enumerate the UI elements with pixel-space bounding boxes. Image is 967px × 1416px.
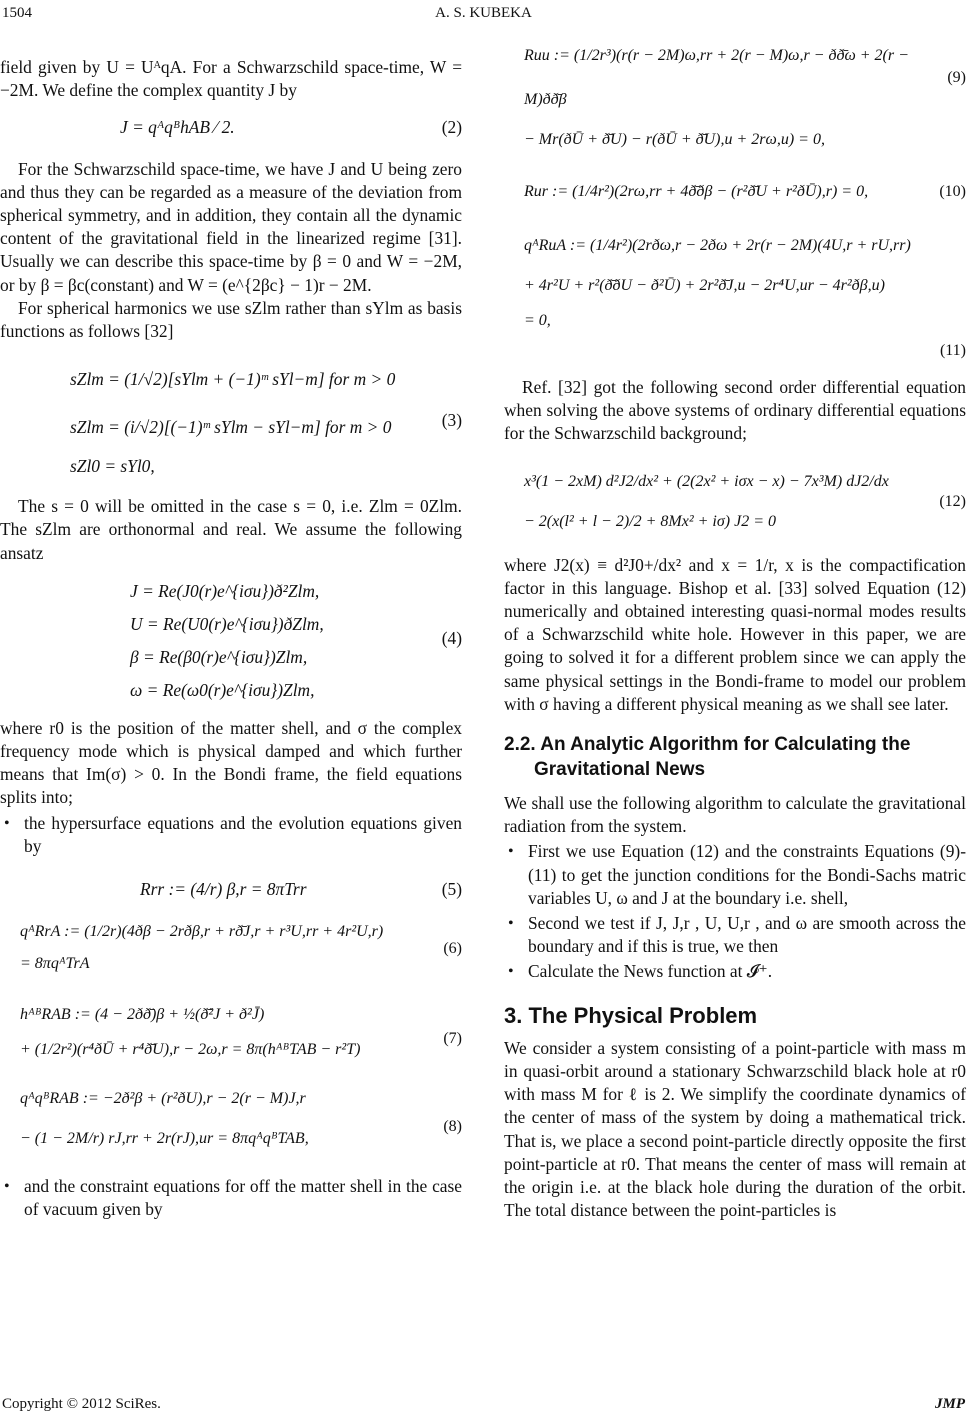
paragraph-where-j2: where J2(x) ≡ d²J0+/dx² and x = 1/r, x is the compactification factor in this language. Bishop et al. [33] solved Equation (12) numerically and obtained interesting quasi-normal modes results of a Schwarzschild white hole. However in this paper, we are going to solved it for a different problem since we can apply the same physical settings in the Bondi-frame to model our problem with σ having a different physical meaning as we shall see later. xyxy=(504,554,966,714)
paragraph-algorithm: We shall use the following algorithm to calculate the gravitational radiation from the system. xyxy=(504,793,966,837)
equation-12 xyxy=(504,460,966,540)
bullet-list-1 xyxy=(0,812,462,858)
equation-10 xyxy=(504,172,966,212)
equation-11-line: + 4r²U + r²(ð̄ðU − ð²Ū) + 2r²ð̄J,u − 2r⁴U,ur − 4r²ðβ,u) xyxy=(524,277,885,294)
equation-5-body: Rrr := (4/r) β,r = 8πTrr xyxy=(140,879,307,900)
bullet-list-2 xyxy=(0,1175,462,1221)
equation-4-line: β = Re(β0(r)e^{iσu})Zlm, xyxy=(130,646,308,667)
paragraph-where: where r0 is the position of the matter shell, and σ the complex frequency mode which is physical damped and which further means that Im(σ) > 0. In the Bondi frame, the field equations splits into; xyxy=(0,717,462,808)
equation-10-body: Rur := (1/4r²)(2rω,rr + 4ð̄ðβ − (r²ð̄U + r²ðŪ),r) = 0, xyxy=(524,183,869,200)
equation-6 xyxy=(0,915,462,979)
equation-11-line: = 0, xyxy=(524,312,551,329)
copyright: Copyright © 2012 SciRes. xyxy=(2,1396,161,1412)
equation-4-line: U = Re(U0(r)e^{iσu})ðZlm, xyxy=(130,613,324,634)
equation-12-line: x³(1 − 2xM) d²J2/dx² + (2(2x² + iσx − x) − 7x³M) dJ2/dx xyxy=(524,472,889,490)
equation-11 xyxy=(504,226,966,366)
equation-9-line: Ruu := (1/2r³)(r(r − 2M)ω,rr + 2(r − M)ω,r − ðð̄ω + 2(r − M)ðð̄β xyxy=(524,47,909,108)
equation-7 xyxy=(0,993,462,1063)
equation-4-line: J = Re(J0(r)e^{iσu})ð²Zlm, xyxy=(130,580,320,601)
paragraph-schwarzschild: For the Schwarzschild space-time, we have J and U being zero and thus they can be regarded as a measure of the deviation from spherical symmetry, and in addition, they contain all the dynamic content of the gravitational field in the linearized regime [31]. Usually we can describe this space-time by β = 0 and W = −2M, or by β = βc(constant) and W = (e^{2βc} − 1)r − 2M. xyxy=(0,158,462,295)
running-author: A. S. KUBEKA xyxy=(435,5,532,21)
equation-12-number: (12) xyxy=(939,492,966,510)
equation-8-line: − (1 − 2M/r) rJ,rr + 2r(rJ),ur = 8πqᴬqᴮTAB, xyxy=(20,1130,309,1148)
paragraph-physical-problem: We consider a system consisting of a point-particle with mass m in quasi-orbit around a stationary Schwarzschild black hole at r0 with mass M for ℓ is 2. We simplify the coordinate dynamics of the center of mass of the system by doing a mathematical trick. That is, we place a second point-particle directly opposite the first point-particle at r0. That means the center of mass will remain at the origin i.e. at the black hole during the duration of the orbit. The total distance between the point-particles is xyxy=(504,1037,966,1221)
equation-6-line: qᴬRrA := (1/2r)(4ðβ − 2rðβ,r + rð̄J,r + r³U,rr + 4r²U,r) xyxy=(20,923,384,941)
bullet-item: • Second we test if J, J,r , U, U,r , and ω are smooth across the boundary and if this is true, we then xyxy=(504,912,966,958)
equation-4 xyxy=(0,575,462,707)
equation-9-number: (9) xyxy=(947,69,966,86)
bullet-item: • First we use Equation (12) and the constraints Equations (9)-(11) to get the junction conditions for the Bondi-Sachs matric variables U, ω and J at the boundary i.e. shell, xyxy=(504,840,966,910)
paragraph-ansatz: The s = 0 will be omitted in the case s = 0, i.e. Zlm = 0Zlm. The sZlm are orthonormal and real. We assume the following ansatz xyxy=(0,496,462,563)
paragraph-harmonics: For spherical harmonics we use sZlm rather than sYlm as basis functions as follows [32] xyxy=(0,297,462,342)
equation-9 xyxy=(504,34,966,158)
equation-6-number: (6) xyxy=(443,940,462,958)
equation-6-line: = 8πqᴬTrA xyxy=(20,955,90,973)
bullet-item: • Calculate the News function at 𝓘⁺. xyxy=(504,960,966,983)
paragraph-ref32: Ref. [32] got the following second order differential equation when solving the above systems of ordinary differential equations for the Schwarzschild background; xyxy=(504,377,966,444)
section-heading-3: 3. The Physical Problem xyxy=(504,1002,758,1028)
equation-11-number: (11) xyxy=(939,342,966,359)
equation-3 xyxy=(0,355,462,481)
equation-12-line: − 2(x(l² + l − 2)/2 + 8Mx² + iσ) J2 = 0 xyxy=(524,512,776,530)
equation-8-number: (8) xyxy=(443,1118,462,1136)
equation-8-line: qᴬqᴮRAB := −2ð²β + (r²ðU),r − 2(r − M)J,r xyxy=(20,1090,306,1108)
equation-5 xyxy=(0,878,462,901)
equation-4-line: ω = Re(ω0(r)e^{iσu})Zlm, xyxy=(130,679,315,700)
equation-8 xyxy=(0,1079,462,1159)
journal-name: JMP xyxy=(935,1396,965,1412)
bullet-item: • the hypersurface equations and the evolution equations given by xyxy=(0,812,462,858)
equation-3-line: sZl0 = sYl0, xyxy=(70,456,155,477)
equation-9-line: − Mr(ðŪ + ð̄U) − r(ðŪ + ð̄U),u + 2rω,u) = 0, xyxy=(524,131,825,148)
right-column xyxy=(504,30,966,1222)
equation-3-line: sZlm = (i/√2)[(−1)ᵐ sYlm − sYl−m] for m > 0 xyxy=(70,417,392,438)
equation-4-number: (4) xyxy=(441,627,462,648)
equation-3-line: sZlm = (1/√2)[sYlm + (−1)ᵐ sYl−m] for m > 0 xyxy=(70,369,396,390)
paragraph-field: field given by U = UᴬqA. For a Schwarzschild space-time, W = −2M. We define the complex quantity J by xyxy=(0,57,462,101)
left-column xyxy=(0,56,462,1224)
bullet-item: • and the constraint equations for off the matter shell in the case of vacuum given by xyxy=(0,1175,462,1221)
equation-5-number: (5) xyxy=(441,879,462,900)
algorithm-steps xyxy=(504,840,966,983)
equation-2-number: (2) xyxy=(441,117,462,138)
equation-7-line: hᴬᴮRAB := (4 − 2ðð̄)β + ½(ð̄²J + ð²J̄) xyxy=(20,1006,265,1024)
page-header xyxy=(0,2,967,24)
equation-2 xyxy=(0,116,462,139)
equation-10-number: (10) xyxy=(939,183,966,200)
equation-11-line: qᴬRuA := (1/4r²)(2rðω,r − 2ðω + 2r(r − 2M)(4U,r + rU,rr) xyxy=(524,237,911,254)
equation-2-body: J = qᴬqᴮhAB ⁄ 2. xyxy=(120,117,235,138)
section-heading-2-2: 2.2. An Analytic Algorithm for Calculating the Gravitational News xyxy=(504,734,911,781)
equation-7-number: (7) xyxy=(443,1030,462,1048)
equation-3-number: (3) xyxy=(441,410,462,431)
page-number: 1504 xyxy=(2,5,32,21)
equation-7-line: + (1/2r²)(r⁴ðŪ + r⁴ð̄U),r − 2ω,r = 8π(hᴬᴮTAB − r²T) xyxy=(20,1041,361,1059)
